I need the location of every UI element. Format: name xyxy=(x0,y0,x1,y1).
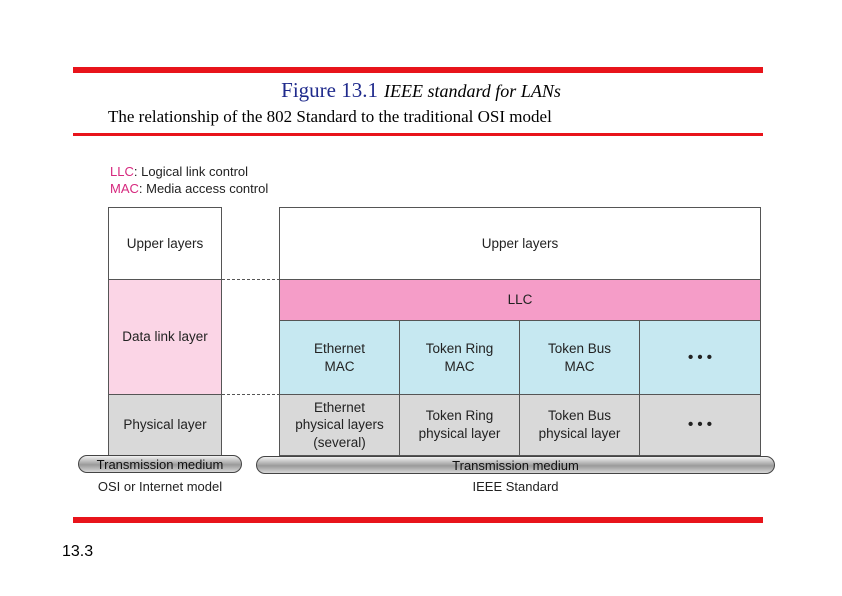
mac-label-line2: MAC xyxy=(564,358,595,374)
figure-number: Figure 13.1 xyxy=(281,78,378,102)
mac-token-ring xyxy=(399,320,520,395)
legend-llc-abbr: LLC xyxy=(110,164,134,179)
phy-more xyxy=(639,394,761,456)
osi-physical-layer xyxy=(108,394,222,456)
legend-mac-abbr: MAC xyxy=(110,181,139,196)
phy-ethernet xyxy=(279,394,400,456)
phy-label-line2: physical layer xyxy=(418,426,501,441)
ieee-medium-label: Transmission medium xyxy=(452,457,579,473)
figure-title xyxy=(0,78,842,103)
mac-token-bus xyxy=(519,320,640,395)
legend-mac xyxy=(110,181,268,196)
figure-subtitle: The relationship of the 802 Standard to the traditional OSI model xyxy=(108,107,552,126)
mac-ethernet xyxy=(279,320,400,395)
osi-data-link-layer xyxy=(108,279,222,395)
ieee-llc-band xyxy=(279,279,761,321)
mac-label-line1: Token Bus xyxy=(547,340,612,356)
mac-ellipsis: • • • xyxy=(687,348,713,366)
mac-label-line2: MAC xyxy=(324,358,355,374)
legend-mac-text: : Media access control xyxy=(138,181,269,196)
ieee-upper-label: Upper layers xyxy=(481,235,559,251)
legend-llc xyxy=(110,164,248,179)
physical-layer-connector xyxy=(222,394,280,395)
osi-upper-layers xyxy=(108,207,222,280)
mac-label-line1: Ethernet xyxy=(313,340,366,356)
phy-label-line2: physical layer xyxy=(538,426,621,441)
mac-label-line2: MAC xyxy=(444,358,475,374)
legend-llc-text: : Logical link control xyxy=(133,164,249,179)
upper-layer-connector xyxy=(222,279,280,280)
page-number: 13.3 xyxy=(62,543,94,560)
osi-physical-label: Physical layer xyxy=(123,417,207,433)
phy-label-line1: Token Bus xyxy=(547,408,612,424)
phy-label-line1: Token Ring xyxy=(425,408,494,424)
figure-caption: IEEE standard for LANs xyxy=(383,81,561,101)
top-red-rule xyxy=(73,67,763,73)
phy-token-bus xyxy=(519,394,640,456)
phy-ellipsis: • • • xyxy=(687,416,713,434)
osi-transmission-medium xyxy=(78,455,242,473)
osi-model-caption: OSI or Internet model xyxy=(97,479,223,494)
phy-token-ring xyxy=(399,394,520,456)
phy-label-line3: (several) xyxy=(313,434,366,450)
bottom-red-rule xyxy=(73,517,763,523)
ieee-transmission-medium xyxy=(256,456,775,474)
ieee-upper-layers xyxy=(279,207,761,280)
ieee-llc-label: LLC xyxy=(507,292,533,308)
mac-label-line1: Token Ring xyxy=(425,340,494,356)
phy-label-line2: physical layers xyxy=(295,417,384,433)
ieee-standard-caption: IEEE Standard xyxy=(472,479,559,494)
osi-data-link-label: Data link layer xyxy=(122,329,208,345)
osi-upper-label: Upper layers xyxy=(126,235,204,251)
osi-medium-label: Transmission medium xyxy=(96,456,224,472)
phy-label-line1: Ethernet xyxy=(313,399,366,415)
mac-more xyxy=(639,320,761,395)
header-red-rule xyxy=(73,133,763,136)
